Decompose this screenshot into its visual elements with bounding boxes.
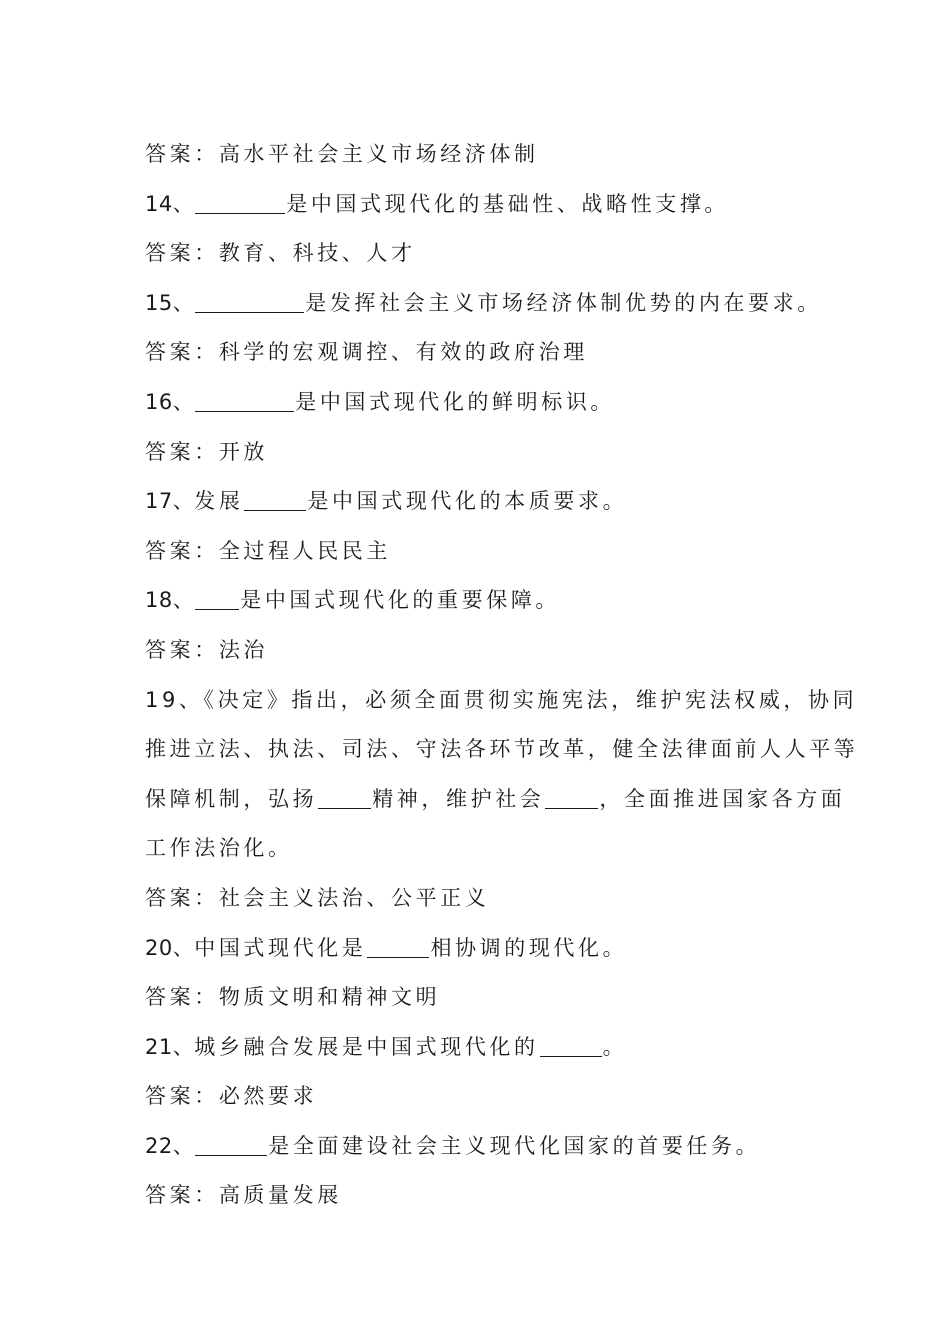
question-18: 18、 是中国式现代化的重要保障。 — [145, 588, 561, 613]
answer-line: 答案：法治 — [145, 637, 269, 662]
fill-blank — [195, 311, 304, 313]
fill-blank — [367, 956, 429, 958]
fill-blank — [540, 1055, 602, 1057]
fill-blank — [244, 509, 306, 511]
question-15: 15、 是发挥社会主义市场经济体制优势的内在要求。 — [145, 290, 822, 315]
answer-line: 答案：高水平社会主义市场经济体制 — [145, 142, 539, 166]
fill-blank — [195, 212, 285, 214]
question-19: 19、《决定》指出，必须全面贯彻实施宪法，维护宪法权威，协同 推进立法、执法、司法、守法各环节改革，健全法律面前人人平等 保障机制，弘扬 精神，维护社会 ，全面推进国家各方面 工作法治化。 — [145, 687, 859, 861]
fill-blank — [545, 807, 598, 809]
document-content — [145, 130, 859, 1221]
question-22: 22、 是全面建设社会主义现代化国家的首要任务。 — [145, 1133, 761, 1158]
answer-line: 答案：必然要求 — [145, 1084, 318, 1109]
answer-line: 答案：高质量发展 — [145, 1183, 342, 1208]
fill-blank — [195, 1154, 267, 1156]
answer-line: 答案：开放 — [145, 439, 269, 464]
question-20: 20、中国式现代化是 相协调的现代化。 — [145, 935, 628, 960]
answer-line: 答案：教育、科技、人才 — [145, 241, 416, 266]
question-17: 17、发展 是中国式现代化的本质要求。 — [145, 489, 628, 514]
answer-line: 答案：社会主义法治、公平正义 — [145, 885, 490, 910]
question-14: 14、 是中国式现代化的基础性、战略性支撑。 — [145, 191, 730, 216]
fill-blank — [318, 807, 371, 809]
question-21: 21、城乡融合发展是中国式现代化的 。 — [145, 1034, 628, 1059]
answer-line: 答案：科学的宏观调控、有效的政府治理 — [145, 340, 588, 365]
fill-blank — [195, 608, 239, 610]
answer-line: 答案：全过程人民民主 — [145, 538, 392, 563]
question-16: 16、 是中国式现代化的鲜明标识。 — [145, 389, 616, 414]
answer-line: 答案：物质文明和精神文明 — [145, 985, 441, 1010]
fill-blank — [195, 410, 294, 412]
